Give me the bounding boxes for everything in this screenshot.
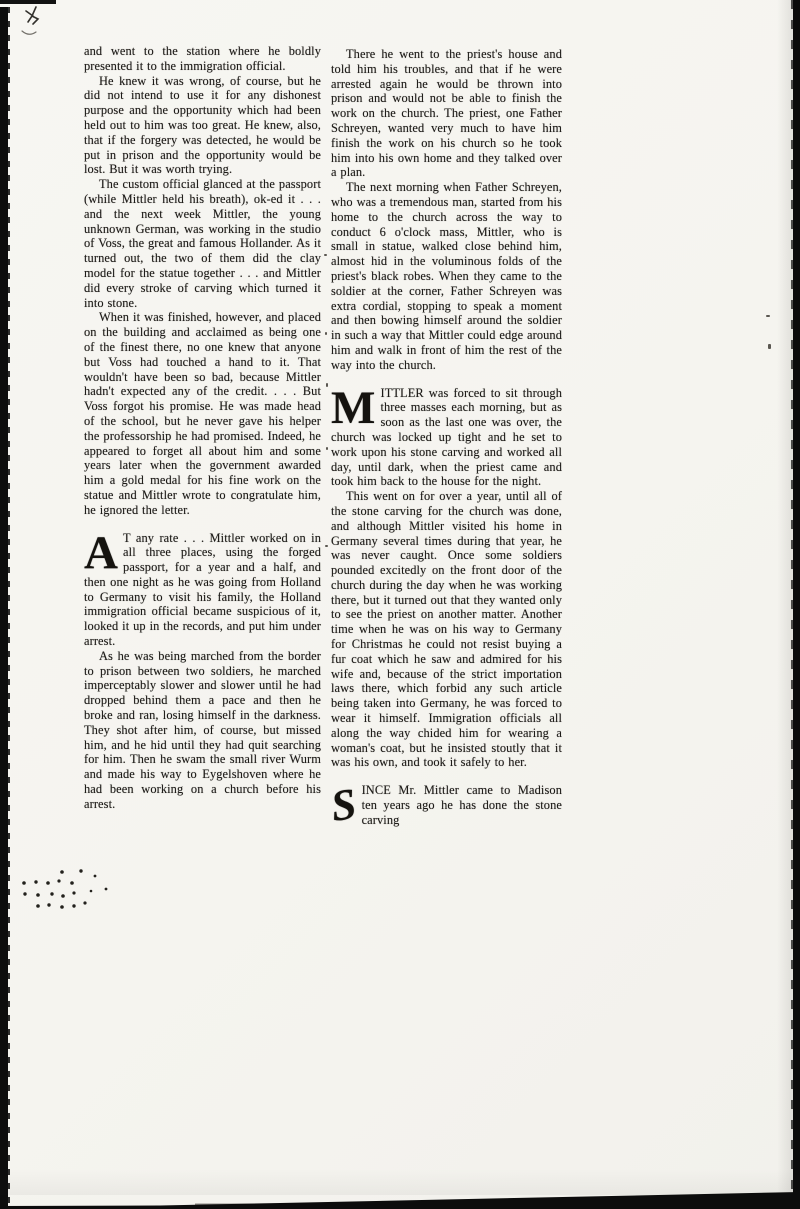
article-column-left xyxy=(84,44,321,812)
article-paragraph: When it was finished, however, and placed on the building and acclaimed as being one of the finest there, no one knew that anyone but Voss had touched a hand to it. That wouldn't have been so bad, because Mittler hadn't expected any of the credit. . . . But Voss forgot his promise. He was made head of the school, but he never gave his helper the professorship he had promised. Indeed, he appeared to forget all about him and some years later when the government awarded him a gold medal for his fine work on the statue and Mittler wrote to congratulate him, he ignored the letter. xyxy=(84,310,321,517)
scan-speck xyxy=(326,383,328,387)
scan-edge-bottom xyxy=(0,1189,800,1209)
paper-shadow-right xyxy=(777,0,793,1209)
scan-speck xyxy=(324,254,327,256)
paragraph-text: INCE Mr. Mittler came to Madison ten years ago he has done the stone carving xyxy=(361,783,562,827)
article-paragraph xyxy=(328,779,562,832)
article-paragraph: This went on for over a year, until all of the stone carving for the church was done, and although Mittler visited his home in Germany several times during that year, he was never caught. Once some soldiers pounded excitedly on the front door of the church during the day when he was working there, but it turned out that they wanted only to see the priest on another matter. Another time when he was on his way to Germany for Christmas he could not resist buying a fur coat which he saw and admired for his wife and, because of the strict importation laws there, which forbid any such article being taken into Germany, he was forced to wear it himself. Immigration officials all along the way chided him for wearing a woman's coat, but he insisted stoutly that it was his own, and took it safely to her. xyxy=(331,489,562,770)
scan-edge-right xyxy=(793,0,800,1209)
scan-speck xyxy=(768,344,771,349)
scan-speck xyxy=(325,332,327,335)
scan-edge-left xyxy=(0,7,8,1209)
article-paragraph xyxy=(84,526,321,649)
paragraph-text: T any rate . . . Mittler worked on in all three places, using the forged passport, for a year and a half, and then one night as he was going from Holland to Germany to visit his family, the Holland immigration official became suspicious of it, looked it up in the records, and put him under arrest. xyxy=(84,530,321,649)
article-paragraph: The custom official glanced at the passport (while Mittler held his breath), ok-ed it . . . and the next week Mittler, the young unknown German, was working in the studio of Voss, the great and famous Hollander. As it turned out, the two of them did the clay model for the statue together . . . and Mittler did every stroke of carving which turned it into stone. xyxy=(84,177,321,310)
article-paragraph: The next morning when Father Schreyen, who was a tremendous man, started from his home to the church across the way to conduct 6 o'clock mass, Mittler, who is small in statue, walked close behind him, almost hid in the voluminous folds of the priest's black robes. When they came to the soldier at the corner, Father Schreyen was extra cordial, stopping to speak a moment and then bowing himself around the soldier in such a way that Mittler could edge around him and walk in front of him the rest of the way into the church. xyxy=(331,180,562,372)
scan-speck xyxy=(325,545,328,547)
drop-cap-m: M xyxy=(331,381,376,434)
drop-cap-s: S xyxy=(328,779,360,832)
article-column-right xyxy=(328,47,562,832)
article-paragraph: He knew it was wrong, of course, but he did not intend to use it for any dishonest purpose and the opportunity which had been held out to him was too great. He knew, also, that if the forgery was detected, he would be put in prison and the opportunity would be lost. But it was worth trying. xyxy=(84,73,321,177)
scan-speck xyxy=(326,447,328,450)
handwritten-mark xyxy=(12,3,54,41)
scan-speck xyxy=(766,315,770,317)
article-paragraph xyxy=(331,381,562,490)
article-paragraph: As he was being marched from the border to prison between two soldiers, he marched imperceptably slower and slower until he had dropped behind them a pace and then he broke and ran, losing himself in the darkness. They shot after him, of course, but missed him, and he hid until they had quit searching for him. Then he swam the small river Wurm and made his way to Eygelshoven where he had been working on a church before his arrest. xyxy=(84,648,321,811)
ink-dot-cluster xyxy=(14,862,124,918)
article-paragraph: and went to the station where he boldly presented it to the immigration official. xyxy=(84,44,321,73)
article-paragraph: There he went to the priest's house and told him his troubles, and that if he were arrested again he would be thrown into prison and would not be able to finish the work on the church. The priest, one Father Schreyen, wanted very much to have him finish the work on his church so he took him into his own home and they talked over a plan. xyxy=(331,47,562,180)
paragraph-text: ITTLER was forced to sit through three masses each morning, but as soon as the last one was over, the church was locked up tight and he set to work upon his stone carving and worked all day, until dark, when the priest came and took him back to the house for the night. xyxy=(331,385,562,489)
drop-cap-a: A xyxy=(84,526,119,579)
